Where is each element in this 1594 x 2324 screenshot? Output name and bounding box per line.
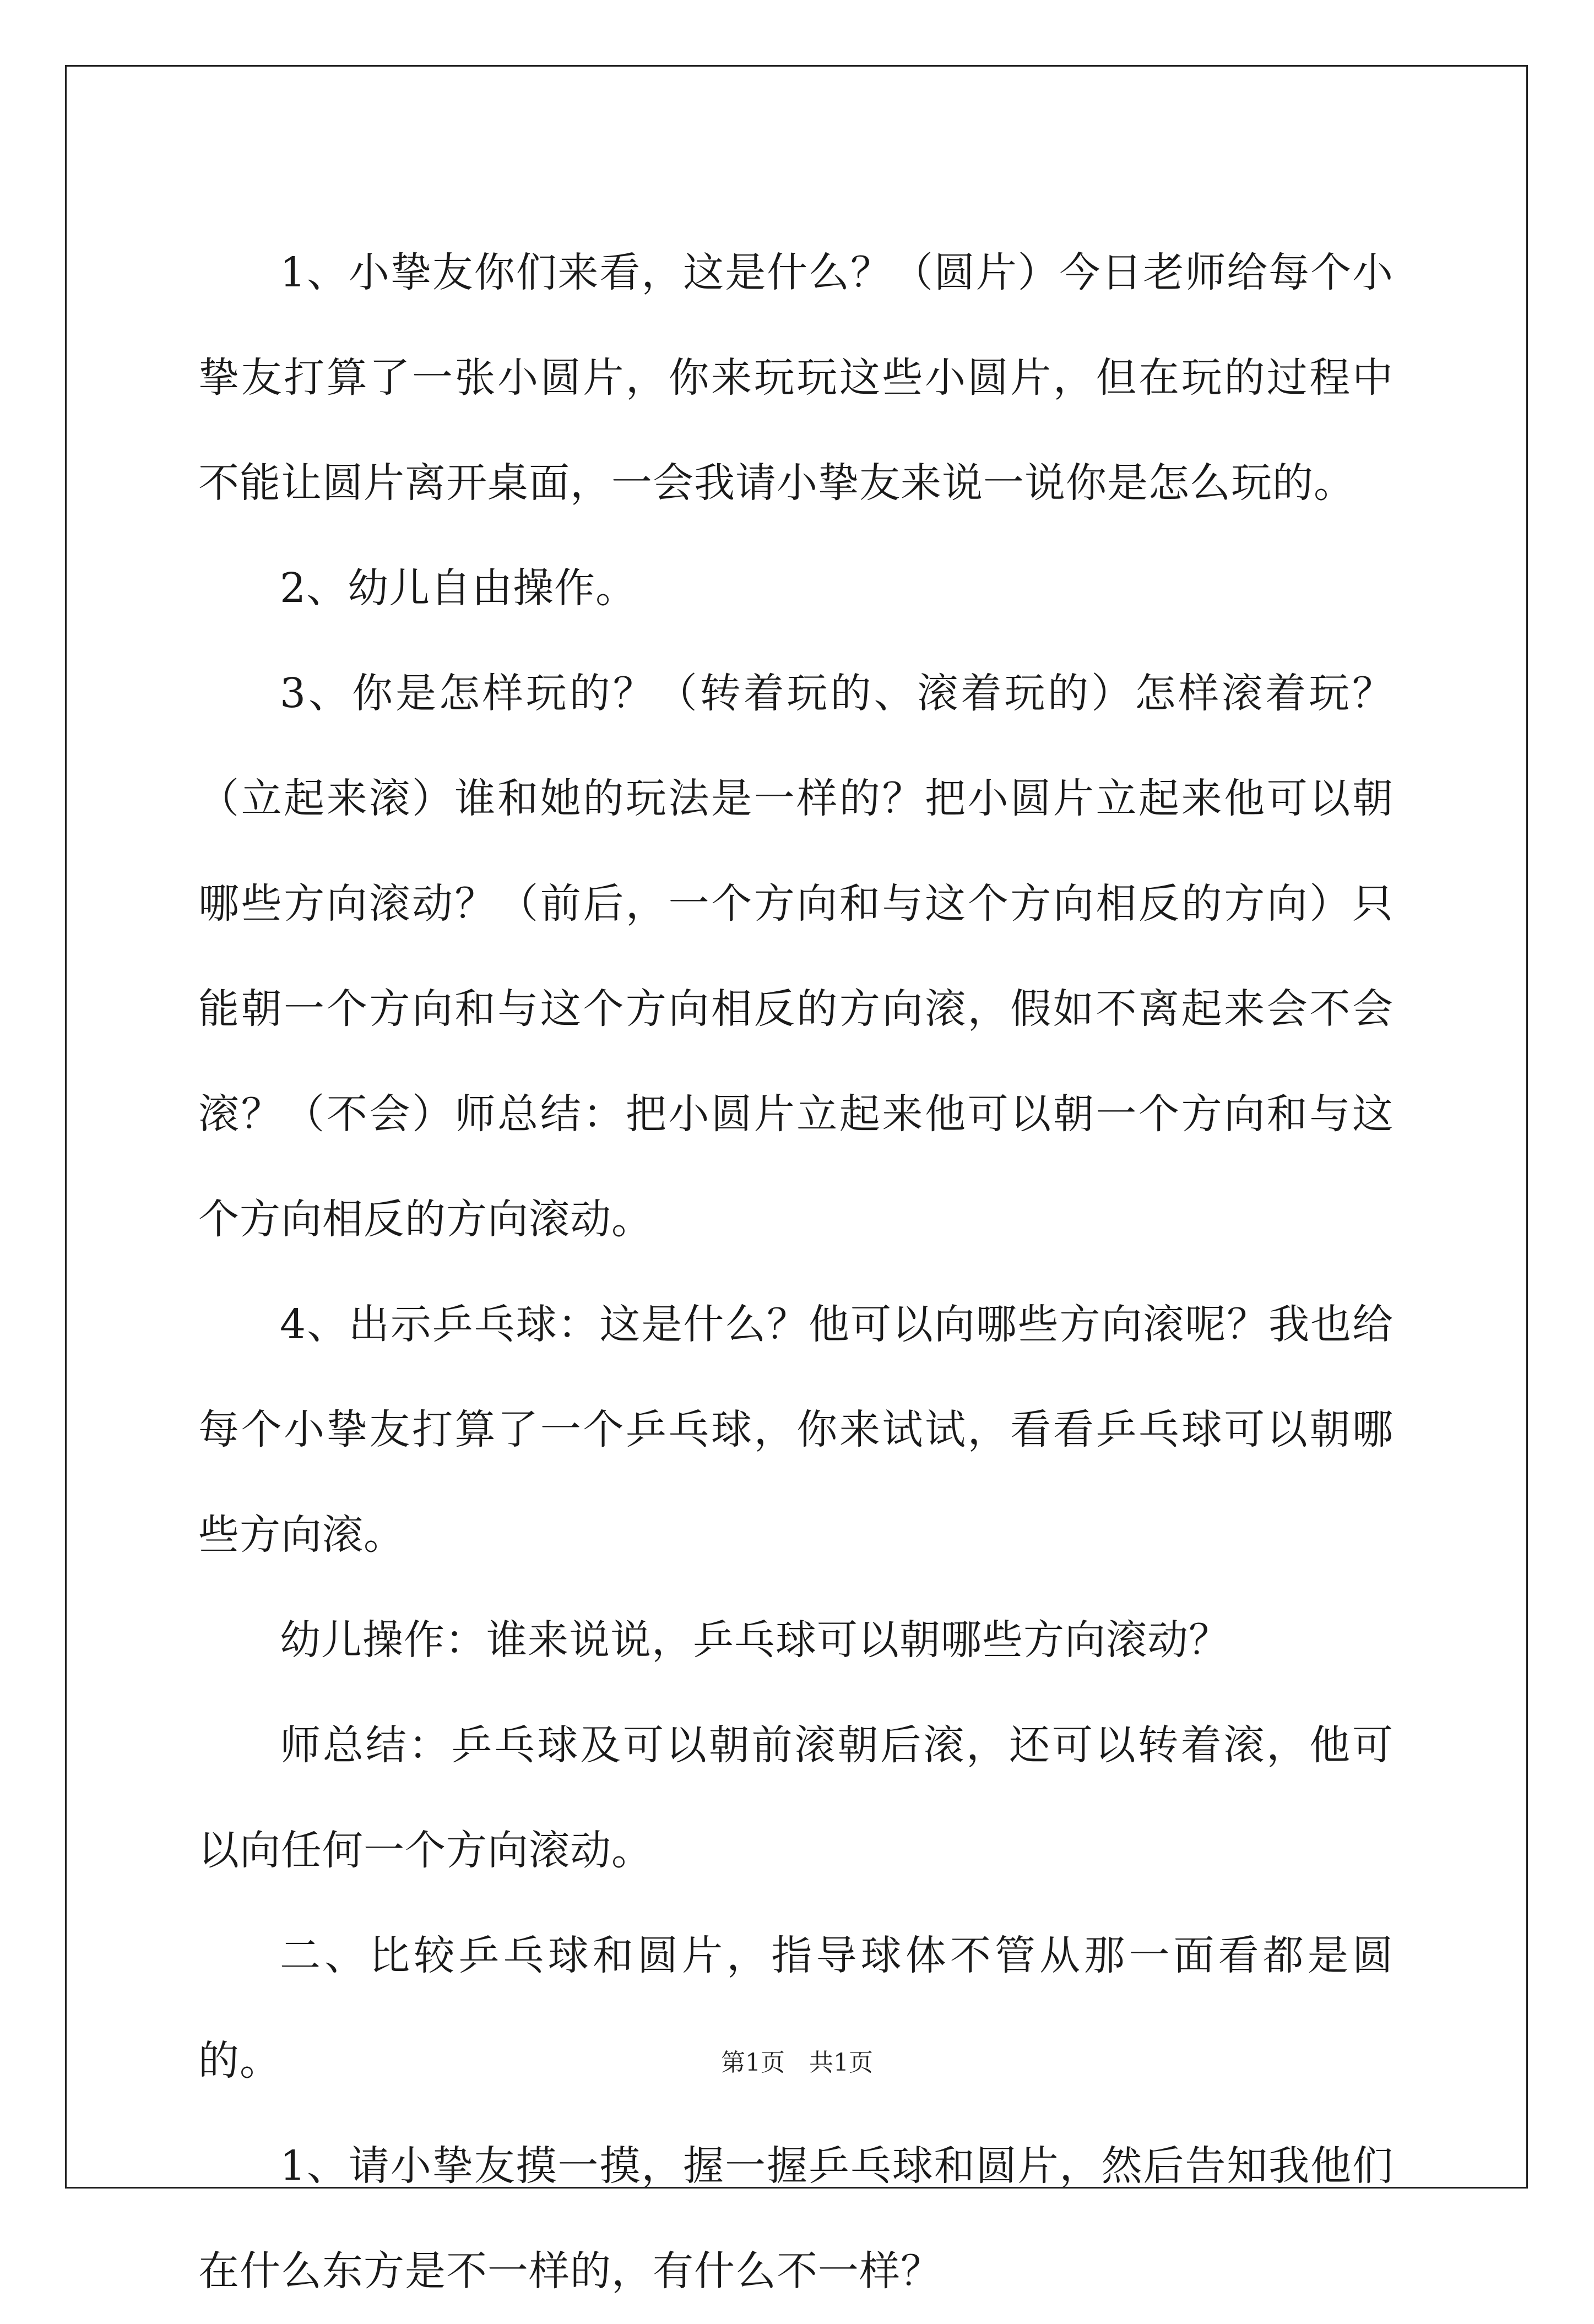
paragraph-4: 4、出示乒乓球：这是什么？他可以向哪些方向滚呢？我也给每个小挚友打算了一个乒乓球，你来试试，看看乒乓球可以朝哪些方向滚。 [198, 1301, 1394, 1559]
paragraph-7: 二、比较乒乓球和圆片，指导球体不管从那一面看都是圆的。 [198, 1932, 1394, 2084]
document-body [198, 220, 1394, 2324]
paragraph-8: 1、请小挚友摸一摸，握一握乒乓球和圆片，然后告知我他们在什么东方是不一样的，有什么不一样？ [198, 2142, 1394, 2295]
paragraph-1: 1、小挚友你们来看，这是什么？（圆片）今日老师给每个小挚友打算了一张小圆片，你来玩玩这些小圆片，但在玩的过程中不能让圆片离开桌面，一会我请小挚友来说一说你是怎么玩的。 [198, 249, 1394, 507]
page-number-footer: 第1页 共1页 [721, 2049, 873, 2077]
paragraph-6: 师总结：乒乓球及可以朝前滚朝后滚，还可以转着滚，他可以向任何一个方向滚动。 [198, 1722, 1394, 1874]
paragraph-3: 3、你是怎样玩的？（转着玩的、滚着玩的）怎样滚着玩？（立起来滚）谁和她的玩法是一样的？把小圆片立起来他可以朝哪些方向滚动？（前后，一个方向和与这个方向相反的方向）只能朝一个方向和与这个方向相反的方向滚，假如不离起来会不会滚？（不会）师总结：把小圆片立起来他可以朝一个方向和与这个方向相反的方向滚动。 [198, 670, 1394, 1243]
paragraph-2: 2、幼儿自由操作。 [280, 564, 637, 612]
paragraph-5: 幼儿操作：谁来说说，乒乓球可以朝哪些方向滚动？ [280, 1616, 1230, 1664]
